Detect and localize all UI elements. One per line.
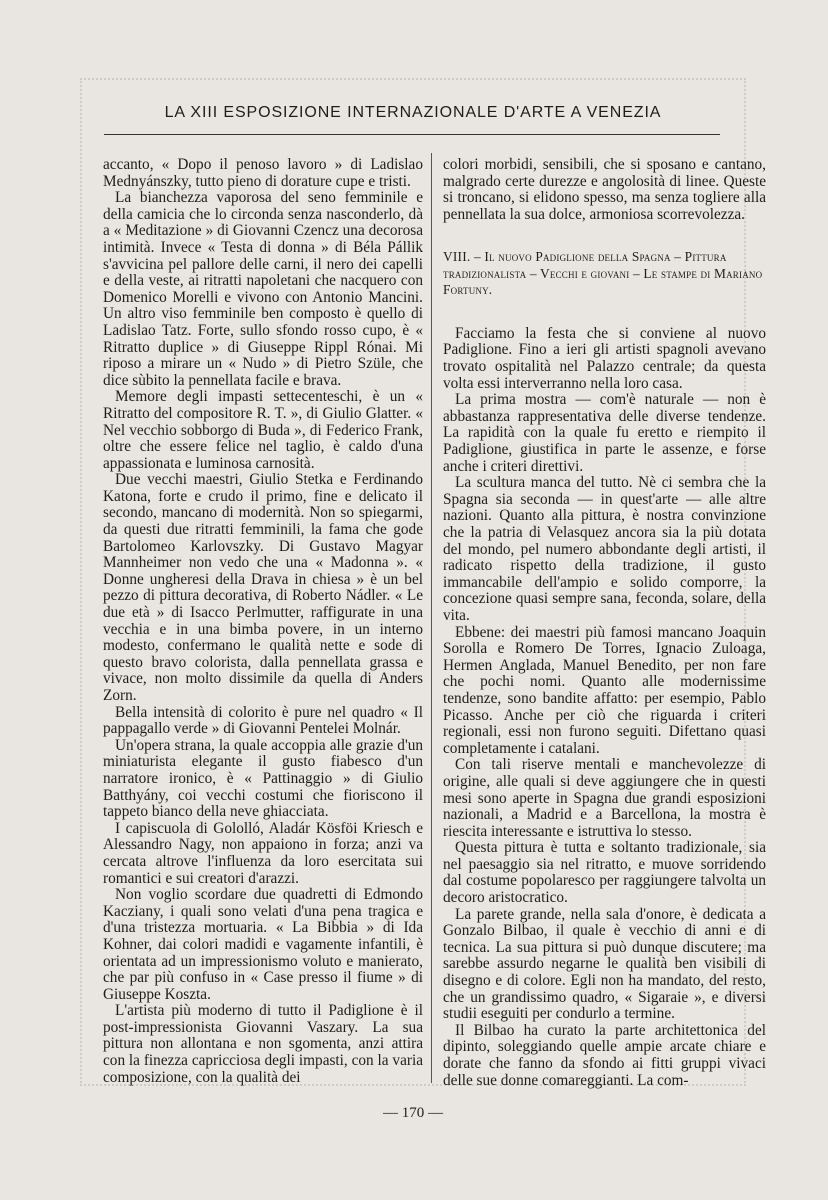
paragraph: La scultura manca del tutto. Nè ci sembra che la Spagna sia seconda — in quest'arte — alle altre nazioni. Quanto alla pittura, è nostra convinzione che la patria di Velasquez ancora sia la più dotata del mondo, pel numero abbondante degli artisti, il radicato rispetto della tradizione, il gusto immancabile dell'ampio e solido comporre, la concezione quasi sempre sana, feconda, solare, della vita. (443, 474, 766, 624)
section-heading: VIII. – Il nuovo Padiglione della Spagna – Pittura tradizionalista – Vecchi e giovani – Le stampe di Mariano Fortuny. (443, 249, 763, 298)
paragraph: Memore degli impasti settecenteschi, è un « Ritratto del compositore R. T. », di Giulio Glatter. « Nel vecchio sobborgo di Buda », di Federico Frank, oltre che essere felice nel taglio, è caldo d'una appassionata e luminosa carnosità. (103, 388, 423, 472)
paragraph: I capiscuola di Gololló, Aladár Kösföi Kriesch e Alessandro Nagy, non appaiono in forza; anzi va cercata altrove l'influenza da loro esercitata sui romantici e sui creatori d'arazzi. (103, 819, 423, 887)
paragraph: Bella intensità di colorito è pure nel quadro « Il pappagallo verde » di Giovanni Pentelei Molnár. (103, 703, 423, 738)
paragraph: La bianchezza vaporosa del seno femminile e della camicia che lo circonda senza nasconderlo, dà a « Meditazione » di Giovanni Czencz una decorosa intimità. Invece « Testa di donna » di Béla Pállik s'avvicina pel pallore delle carni, il nero dei capelli e della veste, ai ritratti napoletani che nacquero con Domenico Morelli e vivono con Antonio Mancini. Un altro viso femminile ben composto è quello di Ladislao Tatz. Forte, sullo sfondo rosso cupo, è « Ritratto duplice » di Giuseppe Rippl Rónai. Mi riposo a mirare un « Nudo » di Pietro Szüle, che dice sùbito la pennellata facile e brava. (103, 189, 423, 389)
paragraph: Con tali riserve mentali e manchevolezze di origine, alle quali si deve aggiungere che in questi mesi sono aperte in Spagna due grandi esposizioni nazionali, a Madrid e a Barcellona, la mostra è riescita interessante e istruttiva lo stesso. (443, 756, 766, 840)
paragraph: La prima mostra — com'è naturale — non è abbastanza rappresentativa delle diverse tendenze. La rapidità con la quale fu eretto e riempito il Padiglione, giustifica in parte le assenze, e forse anche i criteri direttivi. (443, 391, 766, 475)
paragraph: Due vecchi maestri, Giulio Stetka e Ferdinando Katona, forte e crudo il primo, fine e delicato il secondo, mancano di modernità. Non so spiegarmi, da questi due ritratti femminili, la fama che gode Bartolomeo Karlovszky. Di Gustavo Magyar Mannheimer non vedo che una « Madonna ». « Donne ungheresi della Drava in chiesa » è un bel pezzo di pittura decorativa, di Roberto Nádler. « Le due età » di Isacco Perlmutter, raffigurate in una vecchia e in una bimba povere, in un interno modesto, confermano le qualità nette e sode di questo bravo colorista, dalla pennellata grassa e vivace, non molto dissimile da quella di Anders Zorn. (103, 471, 423, 704)
running-title: LA XIII ESPOSIZIONE INTERNAZIONALE D'ARTE A VENEZIA (164, 104, 662, 121)
paragraph: Questa pittura è tutta e soltanto tradizionale, sia nel paesaggio sia nel ritratto, e muove sorridendo dal costume popolaresco per raggiungere talvolta un decoro aristocratico. (443, 839, 766, 907)
page-number: — 170 — (383, 1105, 443, 1121)
paragraph: L'artista più moderno di tutto il Padiglione è il post-impressionista Giovanni Vaszary. La sua pittura non allontana e non sgomenta, anzi attira con la finezza capricciosa degli impasti, con la varia composizione, con la qualità dei (103, 1002, 423, 1086)
column-divider (431, 153, 432, 1083)
left-column (103, 157, 423, 1086)
paragraph: Ebbene: dei maestri più famosi mancano Joaquin Sorolla e Romero De Torres, Ignacio Zuloaga, Hermen Anglada, Manuel Benedito, per non fare che pochi nomi. Quanto alle modernissime tendenze, sono bandite affatto: per esempio, Pablo Picasso. Anche per ciò che riguarda i criteri regionali, essi non furono seguiti. Difettano quasi completamente i catalani. (443, 623, 766, 757)
paragraph: colori morbidi, sensibili, che si sposano e cantano, malgrado certe durezze e angolosità di linee. Queste si troncano, si elidono spesso, ma senza togliere alla pennellata la sua dolce, armoniosa scorrevolezza. (443, 156, 766, 223)
paragraph: Il Bilbao ha curato la parte architettonica del dipinto, soleggiando quelle ampie arcate chiare e dorate che fanno da sfondo ai fitti gruppi vivaci delle sue donne comareggianti. La com- (443, 1021, 766, 1089)
paragraph: accanto, « Dopo il penoso lavoro » di Ladislao Mednyánszky, tutto pieno di dorature cupe e tristi. (103, 156, 423, 190)
header-rule (104, 134, 720, 135)
right-column (443, 157, 766, 1089)
paragraph: Facciamo la festa che si conviene al nuovo Padiglione. Fino a ieri gli artisti spagnoli avevano trovato ospitalità nel Palazzo centrale; da questa volta essi interverranno nella loro casa. (443, 324, 766, 392)
paragraph: La parete grande, nella sala d'onore, è dedicata a Gonzalo Bilbao, il quale è vecchio di anni e di tecnica. La sua pittura si può dunque discutere; ma sarebbe assurdo negarne le qualità ben visibili di disegno e di colore. Egli non ha mandato, del resto, che un grandissimo quadro, « Sigaraie », e diversi studii eseguiti per condurlo a termine. (443, 905, 766, 1023)
paragraph: Non voglio scordare due quadretti di Edmondo Kacziany, i quali sono velati d'una pena tragica e d'una tristezza mortuaria. « La Bibbia » di Ida Kohner, dai colori madidi e vagamente infantili, è orientata ad un impressionismo voluto e manierato, che par più confuso in « Case presso il fiume » di Giuseppe Koszta. (103, 886, 423, 1003)
paragraph: Un'opera strana, la quale accoppia alle grazie d'un miniaturista elegante il gusto fiabesco d'un narratore ironico, è « Pattinaggio » di Giulio Batthyány, coi vecchi costumi che fioriscono il tappeto bianco della neve ghiacciata. (103, 736, 423, 821)
